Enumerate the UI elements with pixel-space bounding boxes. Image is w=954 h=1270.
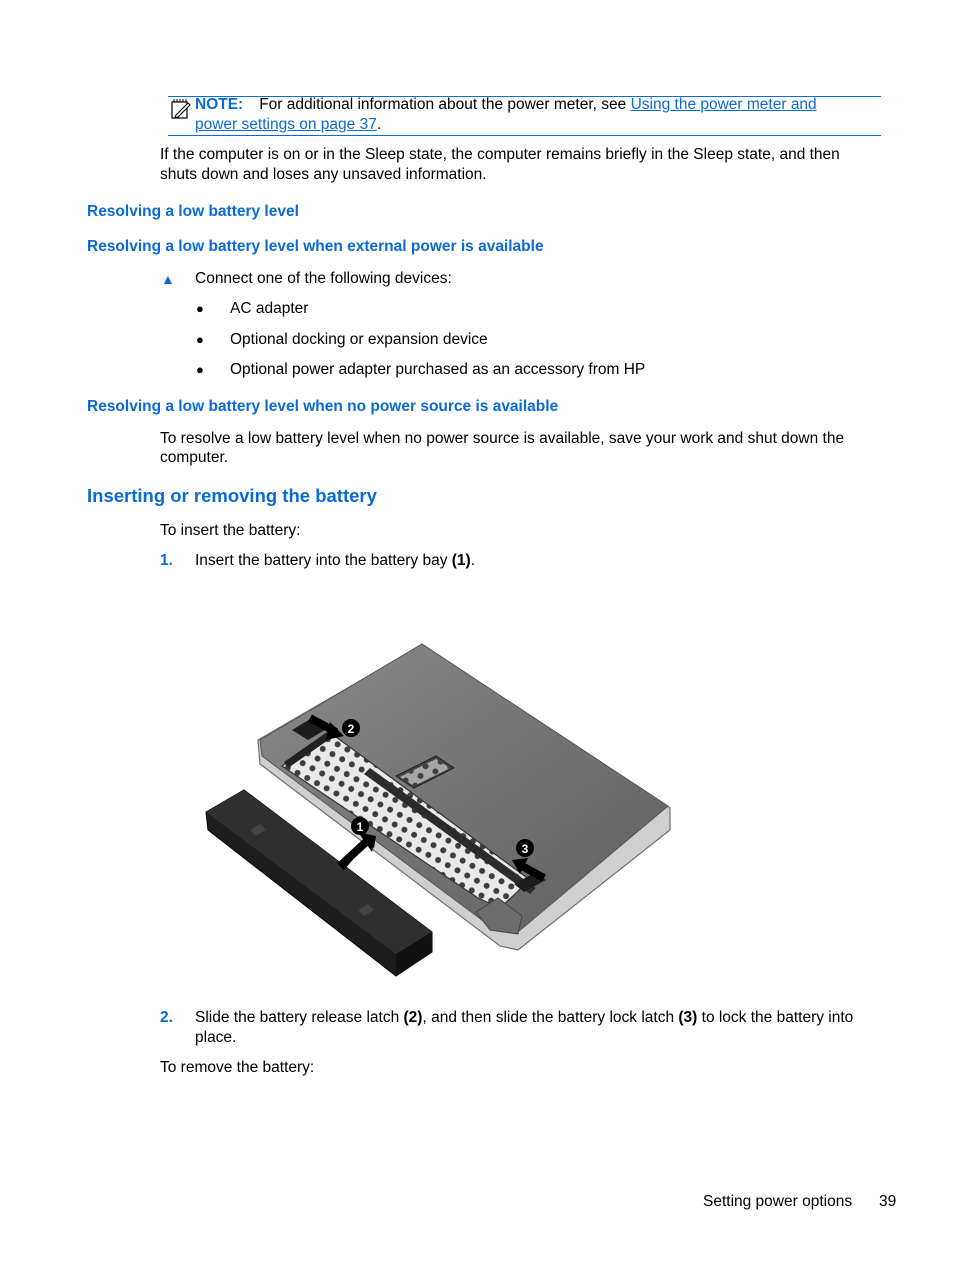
note-icon: [170, 98, 192, 120]
to-insert-text: To insert the battery:: [160, 522, 301, 539]
footer-section: Setting power options: [703, 1193, 853, 1210]
step-2-callout-a: (2): [403, 1009, 423, 1026]
step-1-body: Insert the battery into the battery bay: [195, 552, 452, 569]
step-2-text-a: Slide the battery release latch: [195, 1009, 404, 1026]
footer-page-number: 39: [879, 1193, 897, 1210]
bullet: ●: [196, 362, 204, 377]
step-2-callout-b: (3): [678, 1009, 698, 1026]
device-item: AC adapter: [230, 300, 309, 317]
note-text: For additional information about the power meter, see: [259, 96, 631, 113]
step-2-text-b: , and then slide the battery lock latch: [422, 1009, 679, 1026]
bullet: ●: [196, 332, 204, 347]
note-link-line1[interactable]: Using the power meter and: [630, 96, 817, 113]
step-1-callout: (1): [451, 552, 471, 569]
note-period: .: [376, 116, 382, 133]
callout-2-label: 2: [347, 722, 355, 736]
to-remove-text: To remove the battery:: [160, 1059, 315, 1076]
step-1-period: .: [470, 552, 476, 569]
note-line-2: [195, 115, 381, 135]
step-2-line1: [195, 1008, 853, 1028]
triangle-marker: ▲: [161, 271, 175, 287]
note-link-line2[interactable]: power settings on page 37: [195, 116, 377, 133]
device-item: Optional docking or expansion device: [230, 331, 488, 348]
note-label: NOTE:: [195, 96, 244, 113]
step-1-text: [195, 551, 475, 571]
battery-figure: [200, 640, 680, 980]
device-item: Optional power adapter purchased as an accessory from HP: [230, 361, 646, 378]
heading-no-power: Resolving a low battery level when no power source is available: [87, 398, 559, 415]
heading-external-power: Resolving a low battery level when external power is available: [87, 238, 544, 255]
callout-1-label: 1: [356, 820, 364, 834]
para-sleep-line2: shuts down and loses any unsaved information.: [160, 166, 487, 183]
para-no-power-line1: To resolve a low battery level when no power source is available, save your work and shut down the: [160, 430, 845, 447]
bullet: ●: [196, 301, 204, 316]
para-no-power-line2: computer.: [160, 449, 229, 466]
heading-insert-remove: Inserting or removing the battery: [87, 485, 377, 506]
step-2-number: 2.: [160, 1009, 173, 1026]
callout-3-label: 3: [521, 842, 529, 856]
para-sleep-line1: If the computer is on or in the Sleep state, the computer remains briefly in the Sleep state, and then: [160, 146, 840, 163]
heading-low-battery: Resolving a low battery level: [87, 203, 299, 220]
step-1-number: 1.: [160, 552, 173, 569]
step-2-text-c: to lock the battery into: [697, 1009, 854, 1026]
step-2-line2: place.: [195, 1029, 237, 1046]
connect-text: Connect one of the following devices:: [195, 270, 452, 287]
note-line-1: [195, 95, 817, 115]
note-bottom-rule: [168, 135, 881, 136]
